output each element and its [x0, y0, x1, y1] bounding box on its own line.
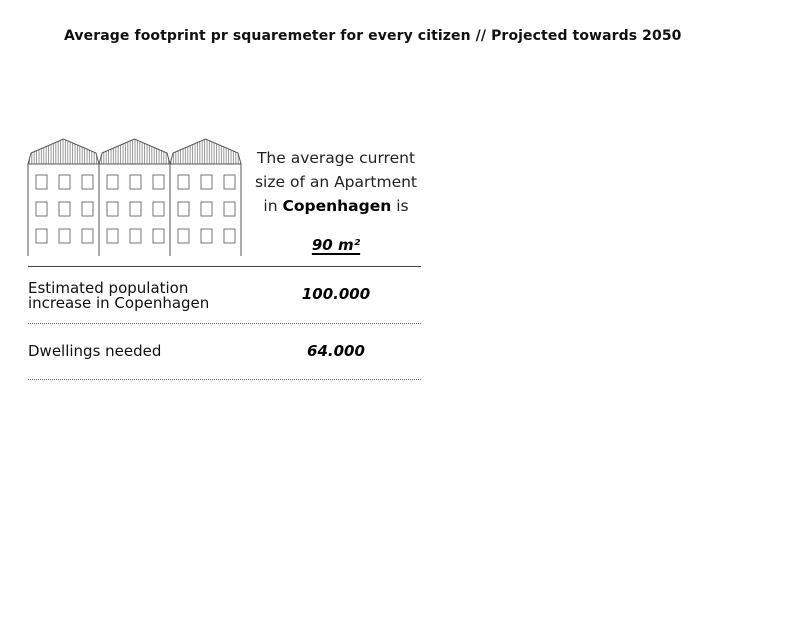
apartment-size-value — [250, 236, 422, 254]
apartment-text-line-2: size of an Apartment — [254, 173, 418, 191]
city-name: Copenhagen — [282, 197, 392, 215]
window — [224, 202, 235, 216]
window — [107, 202, 118, 216]
population-increase-label — [28, 281, 209, 311]
building-2 — [99, 139, 170, 256]
apartment-text-line-1: The average current — [256, 149, 416, 167]
divider-dotted — [28, 323, 421, 324]
window — [178, 202, 189, 216]
window — [36, 175, 47, 189]
window — [201, 202, 212, 216]
window — [153, 202, 164, 216]
window — [82, 229, 93, 243]
window — [178, 229, 189, 243]
dwellings-label-line-1: Dwellings needed — [28, 342, 162, 360]
population-label-line-2: increase in Copenhagen — [28, 294, 210, 312]
apartment-size-description — [250, 146, 422, 218]
page-title: Average footprint pr squaremeter for every citizen // Projected towards 2050 — [64, 28, 682, 44]
population-increase-value: 100.000 — [301, 285, 371, 303]
window — [130, 202, 141, 216]
divider-solid — [28, 266, 421, 267]
window — [107, 229, 118, 243]
apartment-text-suffix: is — [396, 197, 409, 215]
window — [130, 229, 141, 243]
window — [59, 175, 70, 189]
building-3 — [170, 139, 241, 256]
window — [201, 229, 212, 243]
window — [59, 229, 70, 243]
building-1 — [28, 139, 99, 256]
window — [153, 175, 164, 189]
roof — [99, 139, 170, 164]
apartment-buildings-icon — [26, 132, 248, 258]
window — [201, 175, 212, 189]
population-label-line-1: Estimated population — [28, 279, 189, 297]
window — [36, 229, 47, 243]
window — [107, 175, 118, 189]
dwellings-needed-label — [28, 344, 161, 359]
roof — [170, 139, 241, 164]
apartment-text-prefix: in — [263, 197, 278, 215]
dwellings-needed-value: 64.000 — [307, 342, 365, 360]
window — [224, 229, 235, 243]
apartment-text-line-3 — [250, 194, 422, 218]
apartment-size: 90 m² — [311, 236, 361, 254]
window — [59, 202, 70, 216]
window — [82, 202, 93, 216]
window — [130, 175, 141, 189]
window — [82, 175, 93, 189]
roof — [28, 139, 99, 164]
window — [224, 175, 235, 189]
window — [153, 229, 164, 243]
window — [36, 202, 47, 216]
window — [178, 175, 189, 189]
divider-dotted — [28, 379, 421, 380]
